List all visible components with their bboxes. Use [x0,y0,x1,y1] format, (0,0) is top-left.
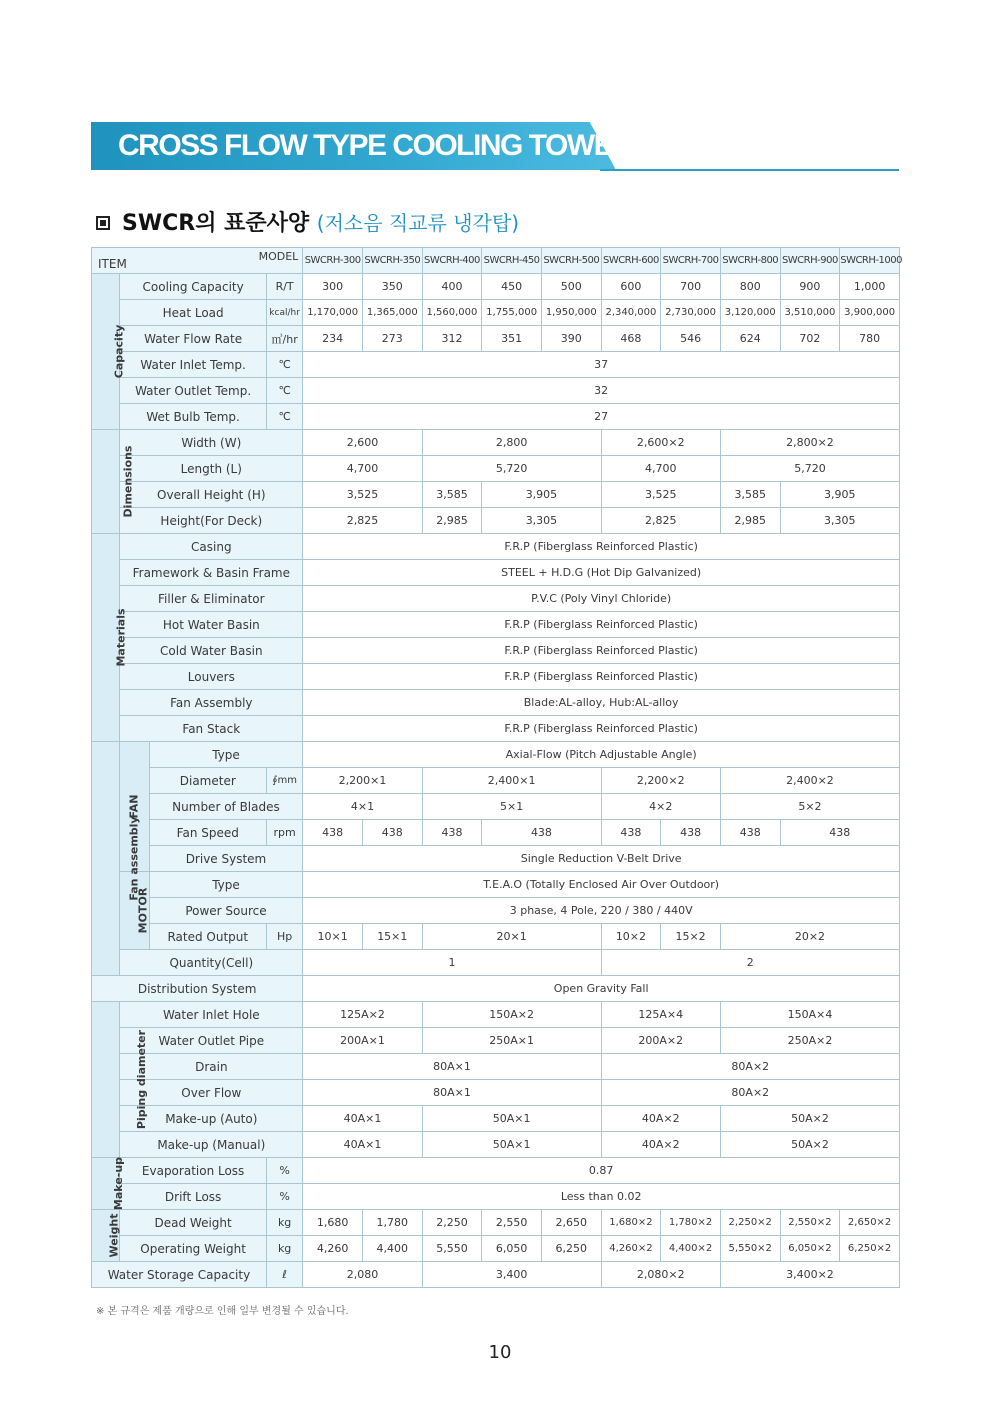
unit-cell: kg [266,1210,302,1236]
table-row [92,664,900,690]
row-label: Water Outlet Temp. [120,378,267,404]
value-cell: 5,720 [422,456,601,482]
value-cell: F.R.P (Fiberglass Reinforced Plastic) [303,716,900,742]
value-cell: 4,400 [362,1236,422,1262]
section-subtitle: (저소음 직교류 냉각탑) [316,211,519,235]
category-materials: Materials [92,534,120,742]
value-cell: 4,260 [303,1236,363,1262]
row-label: Water Storage Capacity [92,1262,267,1288]
row-label: Evaporation Loss [120,1158,267,1184]
row-label: Quantity(Cell) [120,950,303,976]
category-dimensions: Dimensions [92,430,120,534]
value-cell: 624 [720,326,780,352]
value-cell: 4×2 [601,794,720,820]
value-cell: 80A×1 [303,1080,601,1106]
value-cell: 200A×1 [303,1028,422,1054]
table-row [92,300,900,326]
value-cell: 351 [482,326,542,352]
value-cell: 4×1 [303,794,422,820]
subcategory-fan: FAN [120,742,149,872]
section-title-main: SWCR의 표준사양 [122,211,310,236]
value-cell: F.R.P (Fiberglass Reinforced Plastic) [303,612,900,638]
section-title [122,209,519,238]
value-cell: 32 [303,378,900,404]
model-header-cell: SWCRH-450 [482,248,542,274]
value-cell: 5×1 [422,794,601,820]
row-label: Diameter [149,768,266,794]
model-header-cell: SWCRH-300 [303,248,363,274]
category-fan-assembly: Fan assembly [92,742,120,976]
row-label: Cooling Capacity [120,274,267,300]
row-label: Length (L) [120,456,303,482]
value-cell: 2,250 [422,1210,482,1236]
value-cell: 37 [303,352,900,378]
value-cell: 702 [780,326,840,352]
value-cell: 546 [661,326,721,352]
value-cell: 3,905 [482,482,601,508]
table-row [92,1028,900,1054]
value-cell: 1,680×2 [601,1210,661,1236]
table-row [92,1262,900,1288]
unit-cell: ℃ [266,378,302,404]
value-cell: 5×2 [720,794,899,820]
category-makeup: Make-up [92,1158,120,1210]
value-cell: 2,650 [541,1210,601,1236]
table-row [92,378,900,404]
value-cell: 2,550×2 [780,1210,840,1236]
table-row [92,586,900,612]
value-cell: 1,560,000 [422,300,482,326]
value-cell: 40A×2 [601,1132,720,1158]
value-cell: 2,600×2 [601,430,720,456]
model-header-cell: SWCRH-400 [422,248,482,274]
table-row [92,326,900,352]
subcategory-motor: MOTOR [120,872,149,950]
value-cell: 2,340,000 [601,300,661,326]
table-row [92,742,900,768]
value-cell: 2 [601,950,899,976]
value-cell: 780 [840,326,900,352]
value-cell: 350 [362,274,422,300]
value-cell: 438 [422,820,482,846]
value-cell: 3,905 [780,482,899,508]
value-cell: 200A×2 [601,1028,720,1054]
row-label: Drift Loss [120,1184,267,1210]
value-cell: 3,585 [422,482,482,508]
value-cell: 3,900,000 [840,300,900,326]
value-cell: 1,680 [303,1210,363,1236]
value-cell: 2,985 [422,508,482,534]
value-cell: 50A×2 [720,1132,899,1158]
model-header-cell: SWCRH-350 [362,248,422,274]
value-cell: 3,400 [422,1262,601,1288]
unit-cell: kg [266,1236,302,1262]
item-header: ITEM [98,257,127,271]
value-cell: 3,400×2 [720,1262,899,1288]
row-label: Height(For Deck) [120,508,303,534]
value-cell: 50A×1 [422,1132,601,1158]
page-title: CROSS FLOW TYPE COOLING TOWER [118,129,633,162]
category-piping: Piping diameter [92,1002,120,1158]
table-row [92,794,900,820]
value-cell: 2,600 [303,430,422,456]
value-cell: 1,365,000 [362,300,422,326]
value-cell: 10×2 [601,924,661,950]
table-row [92,1106,900,1132]
value-cell: 438 [601,820,661,846]
value-cell: 3 phase, 4 Pole, 220 / 380 / 440V [303,898,900,924]
value-cell: 250A×1 [422,1028,601,1054]
row-label: Cold Water Basin [120,638,303,664]
value-cell: 312 [422,326,482,352]
value-cell: 4,400×2 [661,1236,721,1262]
table-row [92,768,900,794]
value-cell: 3,305 [780,508,899,534]
value-cell: 4,700 [601,456,720,482]
model-header-cell: SWCRH-500 [541,248,601,274]
unit-cell: % [266,1184,302,1210]
row-label: Distribution System [92,976,303,1002]
item-model-header [92,248,303,274]
row-label: Make-up (Manual) [120,1132,303,1158]
row-label: Width (W) [120,430,303,456]
value-cell: 5,720 [720,456,899,482]
value-cell: 2,985 [720,508,780,534]
table-row [92,274,900,300]
row-label: Fan Assembly [120,690,303,716]
value-cell: 438 [780,820,899,846]
value-cell: 4,700 [303,456,422,482]
row-label: Dead Weight [120,1210,267,1236]
value-cell: 2,200×2 [601,768,720,794]
value-cell: 80A×2 [601,1080,899,1106]
row-label: Water Flow Rate [120,326,267,352]
value-cell: 4,260×2 [601,1236,661,1262]
value-cell: 500 [541,274,601,300]
value-cell: 20×2 [720,924,899,950]
value-cell: F.R.P (Fiberglass Reinforced Plastic) [303,534,900,560]
value-cell: 2,400×2 [720,768,899,794]
table-row [92,950,900,976]
row-label: Filler & Eliminator [120,586,303,612]
table-row [92,976,900,1002]
table-row [92,1132,900,1158]
row-label: Make-up (Auto) [120,1106,303,1132]
value-cell: 400 [422,274,482,300]
footnote: ※ 본 규격은 제품 개량으로 인해 일부 변경될 수 있습니다. [96,1306,349,1317]
row-label: Power Source [149,898,303,924]
model-header-cell: SWCRH-800 [720,248,780,274]
unit-cell: R/T [266,274,302,300]
value-cell: 40A×1 [303,1106,422,1132]
unit-cell: % [266,1158,302,1184]
value-cell: 438 [303,820,363,846]
table-row [92,1158,900,1184]
unit-cell: ㎥/hr [266,326,302,352]
value-cell: 2,550 [482,1210,542,1236]
table-row [92,690,900,716]
row-label: Water Outlet Pipe [120,1028,303,1054]
value-cell: 273 [362,326,422,352]
value-cell: 450 [482,274,542,300]
model-header-cell: SWCRH-1000 [840,248,900,274]
value-cell: 15×2 [661,924,721,950]
unit-cell: rpm [266,820,302,846]
model-header-cell: SWCRH-600 [601,248,661,274]
value-cell: F.R.P (Fiberglass Reinforced Plastic) [303,638,900,664]
value-cell: 6,050×2 [780,1236,840,1262]
value-cell: 20×1 [422,924,601,950]
table-row [92,482,900,508]
value-cell: STEEL + H.D.G (Hot Dip Galvanized) [303,560,900,586]
value-cell: 2,200×1 [303,768,422,794]
value-cell: 1,000 [840,274,900,300]
table-row [92,1210,900,1236]
table-row [92,456,900,482]
value-cell: 800 [720,274,780,300]
value-cell: Open Gravity Fall [303,976,900,1002]
value-cell: 900 [780,274,840,300]
value-cell: 2,825 [601,508,720,534]
row-label: Type [149,742,303,768]
value-cell: 1 [303,950,601,976]
value-cell: 6,050 [482,1236,542,1262]
value-cell: 150A×2 [422,1002,601,1028]
value-cell: 1,780×2 [661,1210,721,1236]
value-cell: 700 [661,274,721,300]
value-cell: 2,250×2 [720,1210,780,1236]
table-row [92,1080,900,1106]
value-cell: 2,400×1 [422,768,601,794]
table-row [92,1002,900,1028]
value-cell: 2,080 [303,1262,422,1288]
value-cell: 250A×2 [720,1028,899,1054]
value-cell: Blade:AL-alloy, Hub:AL-alloy [303,690,900,716]
value-cell: 3,525 [601,482,720,508]
value-cell: 10×1 [303,924,363,950]
table-row [92,924,900,950]
row-label: Drive System [149,846,303,872]
row-label: Water Inlet Hole [120,1002,303,1028]
value-cell: 27 [303,404,900,430]
value-cell: 390 [541,326,601,352]
value-cell: 2,800 [422,430,601,456]
value-cell: Axial-Flow (Pitch Adjustable Angle) [303,742,900,768]
value-cell: 3,305 [482,508,601,534]
value-cell: 150A×4 [720,1002,899,1028]
value-cell: 2,825 [303,508,422,534]
page-number: 10 [488,1342,512,1363]
value-cell: 5,550×2 [720,1236,780,1262]
table-row [92,872,900,898]
value-cell: 50A×2 [720,1106,899,1132]
unit-cell: ∮mm [266,768,302,794]
model-header-cell: SWCRH-700 [661,248,721,274]
row-label: Framework & Basin Frame [120,560,303,586]
row-label: Number of Blades [149,794,303,820]
value-cell: 234 [303,326,363,352]
value-cell: 40A×2 [601,1106,720,1132]
row-label: Rated Output [149,924,266,950]
value-cell: 300 [303,274,363,300]
value-cell: 2,730,000 [661,300,721,326]
unit-cell: kcal/hr [266,300,302,326]
row-label: Casing [120,534,303,560]
value-cell: 438 [362,820,422,846]
table-row [92,1054,900,1080]
row-label: Type [149,872,303,898]
model-header-cell: SWCRH-900 [780,248,840,274]
row-label: Over Flow [120,1080,303,1106]
value-cell: 468 [601,326,661,352]
unit-cell: ℓ [266,1262,302,1288]
value-cell: 80A×1 [303,1054,601,1080]
unit-cell: ℃ [266,404,302,430]
table-row [92,1184,900,1210]
row-label: Wet Bulb Temp. [120,404,267,430]
row-label: Drain [120,1054,303,1080]
spec-table [91,247,900,1288]
row-label: Operating Weight [120,1236,267,1262]
row-label: Heat Load [120,300,267,326]
value-cell: F.R.P (Fiberglass Reinforced Plastic) [303,664,900,690]
value-cell: T.E.A.O (Totally Enclosed Air Over Outdoor) [303,872,900,898]
banner-underline [600,169,899,171]
row-label: Overall Height (H) [120,482,303,508]
table-row [92,404,900,430]
value-cell: Single Reduction V-Belt Drive [303,846,900,872]
value-cell: 2,080×2 [601,1262,720,1288]
value-cell: 40A×1 [303,1132,422,1158]
value-cell: 3,120,000 [720,300,780,326]
value-cell: 6,250 [541,1236,601,1262]
value-cell: 2,800×2 [720,430,899,456]
model-header: MODEL [258,250,299,263]
value-cell: 5,550 [422,1236,482,1262]
value-cell: 1,950,000 [541,300,601,326]
value-cell: 1,780 [362,1210,422,1236]
value-cell: 3,585 [720,482,780,508]
table-row [92,534,900,560]
value-cell: 125A×2 [303,1002,422,1028]
unit-cell: ℃ [266,352,302,378]
value-cell: 125A×4 [601,1002,720,1028]
value-cell: 438 [482,820,601,846]
value-cell: 438 [720,820,780,846]
table-row [92,716,900,742]
table-row [92,508,900,534]
table-row [92,612,900,638]
value-cell: 50A×1 [422,1106,601,1132]
value-cell: P.V.C (Poly Vinyl Chloride) [303,586,900,612]
value-cell: 3,510,000 [780,300,840,326]
value-cell: 2,650×2 [840,1210,900,1236]
table-row [92,846,900,872]
value-cell: 438 [661,820,721,846]
value-cell: 6,250×2 [840,1236,900,1262]
table-row [92,430,900,456]
value-cell: 1,170,000 [303,300,363,326]
value-cell: 15×1 [362,924,422,950]
header-row [92,248,900,274]
unit-cell: Hp [266,924,302,950]
category-weight: Weight [92,1210,120,1262]
value-cell: 1,755,000 [482,300,542,326]
category-capacity: Capacity [92,274,120,430]
table-row [92,1236,900,1262]
value-cell: 600 [601,274,661,300]
value-cell: 0.87 [303,1158,900,1184]
table-row [92,820,900,846]
row-label: Louvers [120,664,303,690]
value-cell: 3,525 [303,482,422,508]
row-label: Fan Stack [120,716,303,742]
value-cell: Less than 0.02 [303,1184,900,1210]
row-label: Hot Water Basin [120,612,303,638]
table-row [92,560,900,586]
table-row [92,352,900,378]
table-row [92,638,900,664]
table-row [92,898,900,924]
row-label: Water Inlet Temp. [120,352,267,378]
row-label: Fan Speed [149,820,266,846]
value-cell: 80A×2 [601,1054,899,1080]
section-bullet-icon [96,216,110,230]
